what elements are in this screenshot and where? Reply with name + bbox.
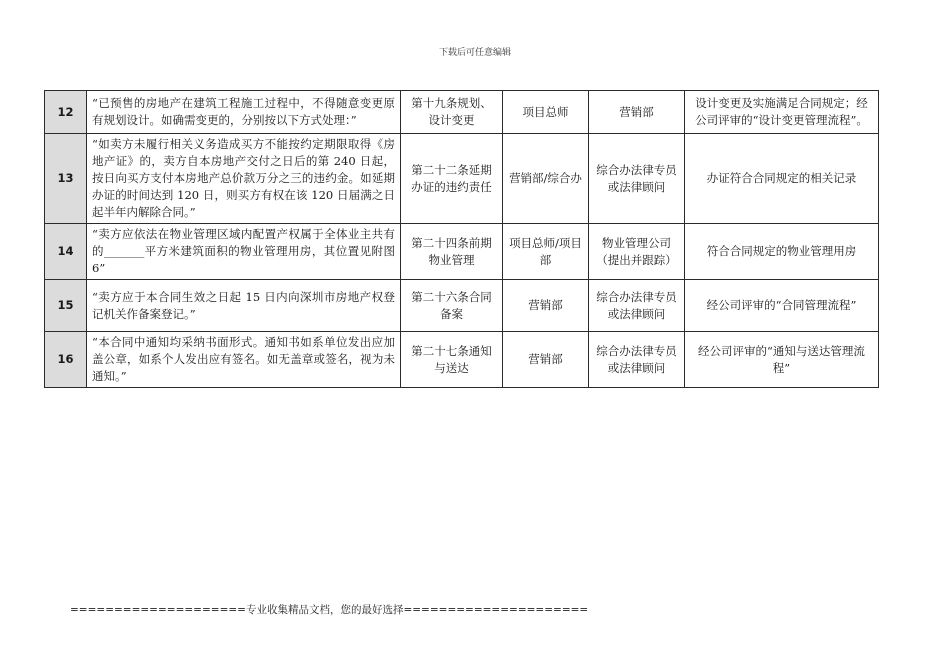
requirement-cell: 经公司评审的“合同管理流程” bbox=[685, 280, 879, 332]
responsible-cell: 项目总师 bbox=[503, 91, 589, 134]
table-row bbox=[45, 224, 879, 280]
requirement-cell: 符合合同规定的物业管理用房 bbox=[685, 224, 879, 280]
department-cell: 物业管理公司（提出并跟踪） bbox=[589, 224, 685, 280]
department-cell: 综合办法律专员或法律顾问 bbox=[589, 134, 685, 224]
page-footer-note: ====================专业收集精品文档，您的最好选择===================== bbox=[70, 604, 589, 616]
requirement-cell: 设计变更及实施满足合同规定；经公司评审的“设计变更管理流程”。 bbox=[685, 91, 879, 134]
article-cell: 第二十四条前期物业管理 bbox=[401, 224, 503, 280]
responsible-cell: 营销部 bbox=[503, 332, 589, 388]
table-row bbox=[45, 332, 879, 388]
department-cell: 综合办法律专员或法律顾问 bbox=[589, 332, 685, 388]
row-number: 15 bbox=[45, 280, 87, 332]
row-number: 12 bbox=[45, 91, 87, 134]
clause-text: “卖方应依法在物业管理区域内配置产权属于全体业主共有的_______平方米建筑面积的物业管理用房，其位置见附图6” bbox=[87, 224, 401, 280]
row-number: 14 bbox=[45, 224, 87, 280]
article-cell: 第十九条规划、设计变更 bbox=[401, 91, 503, 134]
responsible-cell: 营销部/综合办 bbox=[503, 134, 589, 224]
department-cell: 综合办法律专员或法律顾问 bbox=[589, 280, 685, 332]
requirement-cell: 经公司评审的“通知与送达管理流程” bbox=[685, 332, 879, 388]
table-row bbox=[45, 134, 879, 224]
table-row bbox=[45, 280, 879, 332]
responsible-cell: 营销部 bbox=[503, 280, 589, 332]
requirement-cell: 办证符合合同规定的相关记录 bbox=[685, 134, 879, 224]
page-header-note: 下载后可任意编辑 bbox=[438, 48, 511, 58]
article-cell: 第二十六条合同备案 bbox=[401, 280, 503, 332]
row-number: 13 bbox=[45, 134, 87, 224]
department-cell: 营销部 bbox=[589, 91, 685, 134]
contract-review-table bbox=[44, 90, 879, 388]
row-number: 16 bbox=[45, 332, 87, 388]
clause-text: “已预售的房地产在建筑工程施工过程中，不得随意变更原有规划设计。如确需变更的，分别按以下方式处理：” bbox=[87, 91, 401, 134]
table-row bbox=[45, 91, 879, 134]
clause-text: “如卖方未履行相关义务造成买方不能按约定期限取得《房地产证》的，卖方自本房地产交付之日后的第 240 日起，按日向买方支付本房地产总价款万分之三的违约金。如延期办证的时间达到 120 日，则买方有权在该 120 日届满之日起半年内解除合同。” bbox=[87, 134, 401, 224]
article-cell: 第二十七条通知与送达 bbox=[401, 332, 503, 388]
clause-text: “本合同中通知均采纳书面形式。通知书如系单位发出应加盖公章，如系个人发出应有签名。如无盖章或签名，视为未通知。” bbox=[87, 332, 401, 388]
responsible-cell: 项目总师/项目部 bbox=[503, 224, 589, 280]
article-cell: 第二十二条延期办证的违约责任 bbox=[401, 134, 503, 224]
clause-text: “卖方应于本合同生效之日起 15 日内向深圳市房地产权登记机关作备案登记。” bbox=[87, 280, 401, 332]
